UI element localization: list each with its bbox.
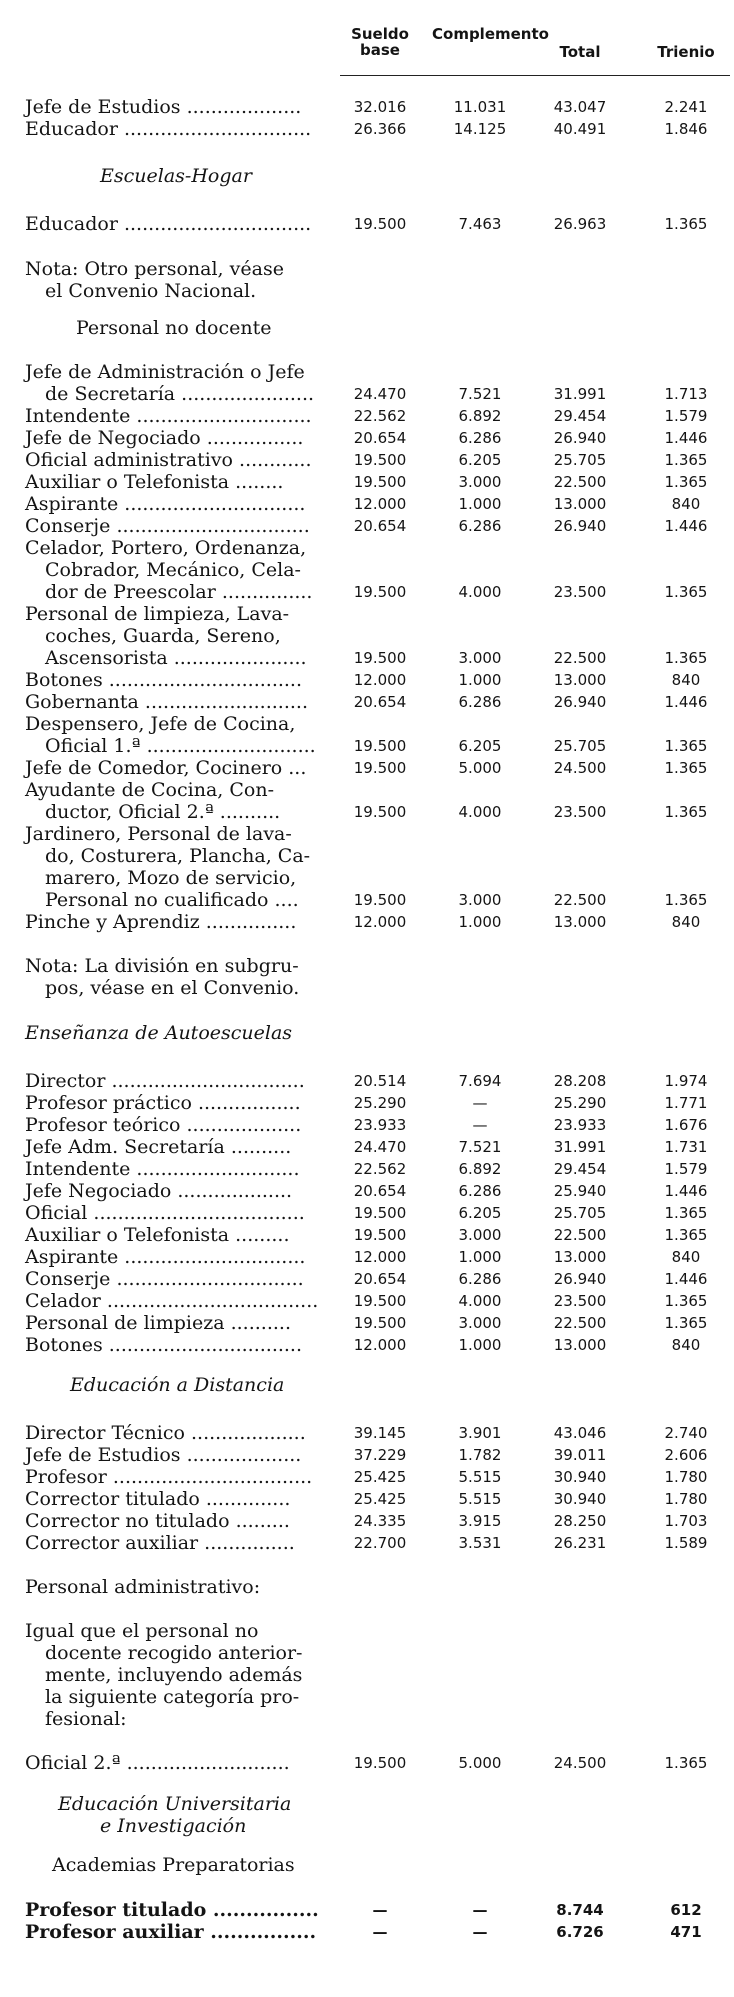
row-label-line: Ascensorista ...................... <box>45 647 307 669</box>
row-value: 1.365 <box>664 215 708 233</box>
row-value: 23.933 <box>553 1116 607 1134</box>
row-value: 6.286 <box>458 1182 502 1200</box>
row-value: 39.011 <box>553 1446 607 1464</box>
row-label <box>25 1290 345 1312</box>
row-value: 22.700 <box>353 1534 407 1552</box>
row-value: 13.000 <box>553 913 607 931</box>
row-value: 29.454 <box>553 1160 607 1178</box>
row-value: 32.016 <box>353 98 407 116</box>
row-value: 25.705 <box>553 737 607 755</box>
section-heading: e Investigación <box>100 1815 247 1837</box>
row-value: 1.365 <box>664 891 708 909</box>
row-label-line: Oficial ................................... <box>25 1202 305 1224</box>
row-value: 14.125 <box>453 120 507 138</box>
row-value: 4.000 <box>458 803 502 821</box>
row-value: 31.991 <box>553 385 607 403</box>
row-label <box>25 911 345 933</box>
row-label-line: Intendente ........................... <box>25 1158 300 1180</box>
row-value: 19.500 <box>353 473 407 491</box>
row-value: 26.940 <box>553 693 607 711</box>
row-label <box>25 537 345 603</box>
row-value: 6.892 <box>458 407 502 425</box>
row-value: — <box>472 1094 488 1112</box>
row-label-line: Aspirante .............................. <box>25 1246 306 1268</box>
row-value: 19.500 <box>353 1226 407 1244</box>
row-label-line: Personal de limpieza .......... <box>25 1312 291 1334</box>
header-sueldo-base: Sueldo base <box>351 25 409 59</box>
row-label-line: ductor, Oficial 2.ª .......... <box>45 801 281 823</box>
row-value: 612 <box>670 1901 702 1919</box>
row-label <box>25 779 345 823</box>
row-value: 6.205 <box>458 737 502 755</box>
row-value: 3.000 <box>458 1314 502 1332</box>
row-value: 24.470 <box>353 1138 407 1156</box>
row-label <box>25 1921 345 1943</box>
row-label <box>25 1444 345 1466</box>
row-value: — <box>372 1923 388 1941</box>
row-value: 25.290 <box>553 1094 607 1112</box>
row-label <box>25 757 345 779</box>
row-label <box>25 1268 345 1290</box>
row-label <box>25 449 345 471</box>
row-value: 19.500 <box>353 737 407 755</box>
row-value: 13.000 <box>553 495 607 513</box>
row-value: 3.000 <box>458 649 502 667</box>
row-value: 30.940 <box>553 1468 607 1486</box>
row-label-line: Profesor titulado ................ <box>25 1899 319 1921</box>
section-heading: Personal administrativo: <box>25 1576 261 1598</box>
row-value: 26.366 <box>353 120 407 138</box>
row-label-line: Jefe Adm. Secretaría .......... <box>25 1136 292 1158</box>
note-line: pos, véase en el Convenio. <box>45 977 300 999</box>
row-value: 1.365 <box>664 803 708 821</box>
row-value: 840 <box>671 913 701 931</box>
row-label-line: Corrector titulado .............. <box>25 1488 291 1510</box>
row-value: 1.782 <box>458 1446 502 1464</box>
row-value: 1.365 <box>664 583 708 601</box>
row-label <box>25 1114 345 1136</box>
row-label-line: Botones ................................ <box>25 1334 303 1356</box>
row-value: 1.365 <box>664 451 708 469</box>
row-value: 2.606 <box>664 1446 708 1464</box>
row-value: 20.654 <box>353 517 407 535</box>
row-label-line: Jefe de Negociado ................ <box>25 427 304 449</box>
row-label-line: coches, Guarda, Sereno, <box>45 625 281 647</box>
row-value: 19.500 <box>353 1204 407 1222</box>
row-value: 1.365 <box>664 737 708 755</box>
row-value: — <box>472 1901 488 1919</box>
header-complemento: Complemento <box>432 25 549 43</box>
row-value: 3.000 <box>458 891 502 909</box>
row-label <box>25 1224 345 1246</box>
row-value: 25.425 <box>353 1468 407 1486</box>
row-label-line: Personal de limpieza, Lava- <box>25 603 290 625</box>
row-label <box>25 713 345 757</box>
row-value: 1.703 <box>664 1512 708 1530</box>
row-label <box>25 1180 345 1202</box>
row-value: 1.000 <box>458 1336 502 1354</box>
row-value: 40.491 <box>553 120 607 138</box>
row-value: 37.229 <box>353 1446 407 1464</box>
row-label <box>25 1510 345 1532</box>
row-label-line: Aspirante .............................. <box>25 493 306 515</box>
row-value: 23.933 <box>353 1116 407 1134</box>
row-label-line: do, Costurera, Plancha, Ca- <box>45 845 311 867</box>
note-line: el Convenio Nacional. <box>45 280 257 302</box>
row-value: — <box>372 1901 388 1919</box>
note-line: Igual que el personal no <box>25 1620 259 1642</box>
note-line: Nota: Otro personal, véase <box>25 258 284 280</box>
note-line: fesional: <box>45 1708 127 1730</box>
row-value: 1.000 <box>458 495 502 513</box>
section-heading: Educación a Distancia <box>70 1374 285 1396</box>
row-value: 1.365 <box>664 1314 708 1332</box>
row-label-line: dor de Preescolar ............... <box>45 581 313 603</box>
row-label <box>25 1466 345 1488</box>
row-label <box>25 1752 345 1774</box>
row-label <box>25 1532 345 1554</box>
row-value: 19.500 <box>353 583 407 601</box>
header-trienio: Trienio <box>657 43 715 61</box>
row-value: 1.974 <box>664 1072 708 1090</box>
row-label-line: de Secretaría ...................... <box>45 383 315 405</box>
row-value: 6.286 <box>458 517 502 535</box>
row-label <box>25 1899 345 1921</box>
row-label <box>25 1070 345 1092</box>
row-value: 23.500 <box>553 1292 607 1310</box>
row-value: 20.654 <box>353 429 407 447</box>
row-value: 840 <box>671 671 701 689</box>
row-value: 28.250 <box>553 1512 607 1530</box>
row-label <box>25 1334 345 1356</box>
row-label-line: Corrector auxiliar ............... <box>25 1532 295 1554</box>
row-value: 12.000 <box>353 1336 407 1354</box>
row-value: 19.500 <box>353 803 407 821</box>
row-value: 12.000 <box>353 671 407 689</box>
row-value: 20.514 <box>353 1072 407 1090</box>
row-label-line: Celador, Portero, Ordenanza, <box>25 537 307 559</box>
row-value: 6.892 <box>458 1160 502 1178</box>
note-line: Nota: La división en subgru- <box>25 955 299 977</box>
row-label-line: Profesor teórico ................... <box>25 1114 302 1136</box>
row-value: 6.205 <box>458 451 502 469</box>
row-value: 1.579 <box>664 407 708 425</box>
row-value: 23.500 <box>553 583 607 601</box>
row-value: 2.241 <box>664 98 708 116</box>
note-line: docente recogido anterior- <box>45 1642 303 1664</box>
row-value: 19.500 <box>353 649 407 667</box>
row-value: 19.500 <box>353 451 407 469</box>
row-value: 3.901 <box>458 1424 502 1442</box>
row-value: 31.991 <box>553 1138 607 1156</box>
row-label-line: Botones ................................ <box>25 669 303 691</box>
section-heading: Academias Preparatorias <box>52 1854 295 1876</box>
row-value: 24.500 <box>553 1754 607 1772</box>
note-text <box>25 955 345 999</box>
row-value: 22.500 <box>553 473 607 491</box>
row-value: 43.047 <box>553 98 607 116</box>
row-value: 22.500 <box>553 891 607 909</box>
row-value: 1.589 <box>664 1534 708 1552</box>
row-value: 24.335 <box>353 1512 407 1530</box>
row-value: 6.286 <box>458 693 502 711</box>
row-value: — <box>472 1116 488 1134</box>
row-value: 25.705 <box>553 451 607 469</box>
row-value: 5.515 <box>458 1490 502 1508</box>
row-value: 471 <box>670 1923 702 1941</box>
row-value: 4.000 <box>458 1292 502 1310</box>
row-value: 5.000 <box>458 759 502 777</box>
row-value: 12.000 <box>353 1248 407 1266</box>
row-value: 13.000 <box>553 1336 607 1354</box>
row-value: 1.365 <box>664 759 708 777</box>
row-value: 20.654 <box>353 693 407 711</box>
row-value: 840 <box>671 1336 701 1354</box>
row-label-line: Personal no cualificado .... <box>45 889 299 911</box>
section-heading: Educación Universitaria <box>58 1793 292 1815</box>
row-label-line: Despensero, Jefe de Cocina, <box>25 713 296 735</box>
row-value: 6.205 <box>458 1204 502 1222</box>
row-label <box>25 471 345 493</box>
row-value: 11.031 <box>453 98 507 116</box>
row-label <box>25 515 345 537</box>
row-label-line: marero, Mozo de servicio, <box>45 867 297 889</box>
row-value: 3.531 <box>458 1534 502 1552</box>
row-value: 1.365 <box>664 1226 708 1244</box>
row-label-line: Auxiliar o Telefonista ........ <box>25 471 284 493</box>
row-value: 22.562 <box>353 1160 407 1178</box>
row-value: 22.500 <box>553 649 607 667</box>
row-value: 1.846 <box>664 120 708 138</box>
row-value: 6.286 <box>458 1270 502 1288</box>
row-value: 1.771 <box>664 1094 708 1112</box>
row-label <box>25 1422 345 1444</box>
row-label-line: Conserje ................................ <box>25 515 310 537</box>
row-value: 840 <box>671 495 701 513</box>
row-value: 43.046 <box>553 1424 607 1442</box>
section-heading: Personal no docente <box>76 317 272 339</box>
row-label-line: Cobrador, Mecánico, Cela- <box>45 559 301 581</box>
row-label-line: Jardinero, Personal de lava- <box>25 823 292 845</box>
row-value: 19.500 <box>353 1314 407 1332</box>
row-label <box>25 1312 345 1334</box>
row-value: 1.000 <box>458 1248 502 1266</box>
row-value: 24.500 <box>553 759 607 777</box>
row-value: 7.521 <box>458 1138 502 1156</box>
row-label <box>25 1092 345 1114</box>
row-label-line: Corrector no titulado ......... <box>25 1510 290 1532</box>
note-line: la siguiente categoría pro- <box>45 1686 300 1708</box>
row-value: 840 <box>671 1248 701 1266</box>
row-value: 5.515 <box>458 1468 502 1486</box>
row-value: 7.463 <box>458 215 502 233</box>
row-value: 1.365 <box>664 1204 708 1222</box>
row-label <box>25 1158 345 1180</box>
row-value: 1.780 <box>664 1468 708 1486</box>
row-value: 7.521 <box>458 385 502 403</box>
row-value: 19.500 <box>353 759 407 777</box>
section-heading: Escuelas-Hogar <box>100 165 252 187</box>
row-label-line: Jefe de Estudios ................... <box>25 96 302 118</box>
row-label-line: Conserje ............................... <box>25 1268 304 1290</box>
row-label-line: Auxiliar o Telefonista ......... <box>25 1224 290 1246</box>
row-label <box>25 1488 345 1510</box>
row-value: 3.000 <box>458 473 502 491</box>
note-line: mente, incluyendo además <box>45 1664 303 1686</box>
row-value: 20.654 <box>353 1270 407 1288</box>
row-label-line: Ayudante de Cocina, Con- <box>25 779 274 801</box>
row-value: 1.446 <box>664 517 708 535</box>
row-value: 13.000 <box>553 1248 607 1266</box>
row-value: 1.000 <box>458 671 502 689</box>
row-label-line: Gobernanta ........................... <box>25 691 308 713</box>
row-value: 13.000 <box>553 671 607 689</box>
row-value: 1.446 <box>664 429 708 447</box>
row-value: 25.290 <box>353 1094 407 1112</box>
note-text <box>25 258 345 302</box>
row-label-line: Pinche y Aprendiz ............... <box>25 911 297 933</box>
row-label-line: Jefe Negociado ................... <box>25 1180 293 1202</box>
row-value: 29.454 <box>553 407 607 425</box>
row-label <box>25 1136 345 1158</box>
row-label-line: Jefe de Comedor, Cocinero ... <box>25 757 307 779</box>
row-value: 30.940 <box>553 1490 607 1508</box>
note-text <box>25 1620 345 1730</box>
row-label <box>25 405 345 427</box>
row-value: 26.231 <box>553 1534 607 1552</box>
row-value: 25.705 <box>553 1204 607 1222</box>
row-label-line: Celador ................................... <box>25 1290 319 1312</box>
header-rule <box>340 75 730 76</box>
row-label <box>25 1202 345 1224</box>
row-value: 1.780 <box>664 1490 708 1508</box>
row-value: 24.470 <box>353 385 407 403</box>
row-value: 1.365 <box>664 1292 708 1310</box>
row-value: 1.676 <box>664 1116 708 1134</box>
row-label <box>25 1246 345 1268</box>
row-label-line: Profesor práctico ................. <box>25 1092 301 1114</box>
row-value: 2.740 <box>664 1424 708 1442</box>
row-value: 1.365 <box>664 1754 708 1772</box>
row-value: 1.713 <box>664 385 708 403</box>
row-value: 12.000 <box>353 495 407 513</box>
row-value: 26.940 <box>553 517 607 535</box>
row-value: 1.000 <box>458 913 502 931</box>
row-value: 25.940 <box>553 1182 607 1200</box>
row-value: 12.000 <box>353 913 407 931</box>
row-value: 1.365 <box>664 649 708 667</box>
row-value: 1.579 <box>664 1160 708 1178</box>
row-value: 26.940 <box>553 1270 607 1288</box>
row-value: 5.000 <box>458 1754 502 1772</box>
row-label <box>25 493 345 515</box>
row-label <box>25 118 345 140</box>
row-value: 19.500 <box>353 215 407 233</box>
row-value: 19.500 <box>353 1292 407 1310</box>
row-value: 1.446 <box>664 1270 708 1288</box>
row-label-line: Jefe de Estudios ................... <box>25 1444 302 1466</box>
row-value: 1.446 <box>664 1182 708 1200</box>
row-value: 23.500 <box>553 803 607 821</box>
row-value: 26.940 <box>553 429 607 447</box>
row-value: 28.208 <box>553 1072 607 1090</box>
row-value: 4.000 <box>458 583 502 601</box>
row-label-line: Oficial 1.ª ............................ <box>45 735 316 757</box>
row-value: — <box>472 1923 488 1941</box>
row-label-line: Director Técnico ................... <box>25 1422 306 1444</box>
row-label <box>25 96 345 118</box>
row-value: 39.145 <box>353 1424 407 1442</box>
row-value: 7.694 <box>458 1072 502 1090</box>
row-label <box>25 823 345 911</box>
row-label <box>25 361 345 405</box>
row-value: 25.425 <box>353 1490 407 1508</box>
row-label-line: Educador ............................... <box>25 213 312 235</box>
row-value: 1.365 <box>664 473 708 491</box>
section-heading: Enseñanza de Autoescuelas <box>25 1022 293 1044</box>
row-label-line: Oficial 2.ª ........................... <box>25 1752 290 1774</box>
row-label-line: Oficial administrativo ............ <box>25 449 312 471</box>
row-label <box>25 213 345 235</box>
row-value: 8.744 <box>556 1901 604 1919</box>
row-value: 19.500 <box>353 891 407 909</box>
row-label-line: Educador ............................... <box>25 118 312 140</box>
row-label <box>25 427 345 449</box>
row-label-line: Jefe de Administración o Jefe <box>25 361 305 383</box>
row-value: 22.500 <box>553 1226 607 1244</box>
header-total: Total <box>559 43 601 61</box>
row-value: 3.000 <box>458 1226 502 1244</box>
row-value: 26.963 <box>553 215 607 233</box>
row-value: 6.286 <box>458 429 502 447</box>
row-value: 22.500 <box>553 1314 607 1332</box>
row-label-line: Director ................................ <box>25 1070 305 1092</box>
row-label <box>25 691 345 713</box>
row-value: 1.731 <box>664 1138 708 1156</box>
row-value: 22.562 <box>353 407 407 425</box>
row-label <box>25 669 345 691</box>
row-label <box>25 603 345 669</box>
row-value: 19.500 <box>353 1754 407 1772</box>
row-value: 1.446 <box>664 693 708 711</box>
row-value: 20.654 <box>353 1182 407 1200</box>
row-label-line: Intendente ............................. <box>25 405 312 427</box>
row-value: 6.726 <box>556 1923 604 1941</box>
row-label-line: Profesor auxiliar ................ <box>25 1921 317 1943</box>
row-value: 3.915 <box>458 1512 502 1530</box>
row-label-line: Profesor ................................. <box>25 1466 313 1488</box>
